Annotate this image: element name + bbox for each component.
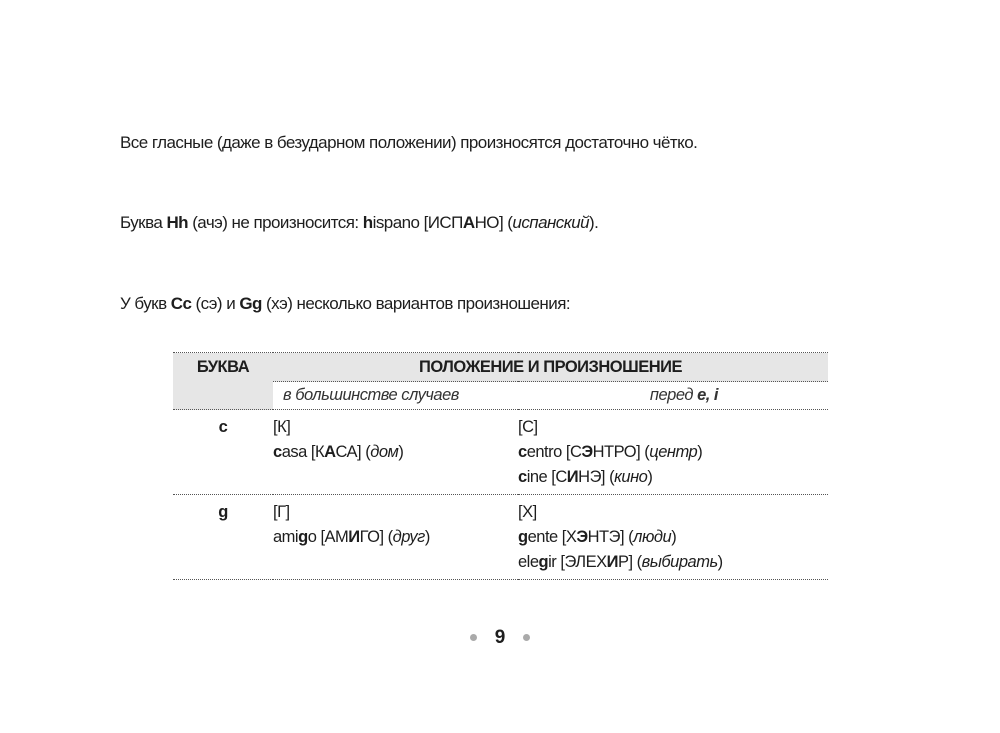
text-segment: ) bbox=[697, 443, 703, 461]
table-row-c bbox=[173, 410, 828, 495]
text-segment: ). bbox=[589, 213, 599, 232]
text-segment: Р] ( bbox=[617, 553, 642, 571]
text-segment: g bbox=[298, 528, 308, 546]
text-segment: кино bbox=[614, 468, 648, 486]
text-segment: НТЭ] ( bbox=[587, 528, 634, 546]
text-segment: ir [ЭЛЕХ bbox=[548, 553, 607, 571]
text-segment: выбирать bbox=[641, 553, 718, 571]
text-segment: центр bbox=[649, 443, 698, 461]
row-most-cases bbox=[273, 495, 518, 580]
row-most-cases bbox=[273, 410, 518, 495]
text-segment: Gg bbox=[239, 294, 262, 313]
text-segment: ) bbox=[671, 528, 677, 546]
text-segment: Э bbox=[576, 528, 588, 546]
example-line bbox=[518, 525, 828, 550]
text-segment: ine [С bbox=[526, 468, 567, 486]
text-segment: Все гласные (даже в безударном положении) произносятся достаточно чётко. bbox=[120, 133, 698, 152]
text-segment: НО] ( bbox=[474, 213, 513, 232]
text-segment: И bbox=[606, 553, 618, 571]
text-segment: (ачэ) не произносится: bbox=[188, 213, 363, 232]
text-segment: c bbox=[518, 443, 527, 461]
text-segment: У букв bbox=[120, 294, 171, 313]
text-segment: e, i bbox=[697, 386, 718, 404]
text-segment: перед bbox=[649, 386, 698, 404]
text-segment: А bbox=[462, 213, 475, 232]
subheader-empty bbox=[173, 382, 273, 410]
table-header-row bbox=[173, 353, 828, 382]
subheader-most-cases: в большинстве случаев bbox=[273, 382, 518, 410]
text-segment: (сэ) и bbox=[191, 294, 240, 313]
example-line bbox=[518, 550, 828, 575]
page-footer bbox=[0, 627, 1000, 649]
paragraph-letters-c-g bbox=[120, 294, 570, 314]
text-segment: [Г] bbox=[273, 503, 290, 521]
text-segment: И bbox=[348, 528, 360, 546]
text-segment: Hh bbox=[166, 213, 189, 232]
text-segment: ami bbox=[273, 528, 299, 546]
text-segment: asa [К bbox=[281, 443, 325, 461]
text-segment: h bbox=[362, 213, 373, 232]
paragraph-vowels bbox=[120, 133, 697, 153]
row-before-e-i bbox=[518, 495, 828, 580]
example-line bbox=[273, 415, 518, 440]
text-segment: НЭ] ( bbox=[578, 468, 615, 486]
text-segment: o [АМ bbox=[307, 528, 349, 546]
text-segment: ispano [ИСП bbox=[372, 213, 463, 232]
example-line bbox=[273, 440, 518, 465]
header-letter: БУКВА bbox=[173, 353, 273, 382]
text-segment: ) bbox=[647, 468, 653, 486]
bullet-dot-left bbox=[470, 634, 477, 641]
text-segment: g bbox=[538, 553, 549, 571]
example-line bbox=[273, 500, 518, 525]
example-line bbox=[273, 525, 518, 550]
text-segment: ele bbox=[518, 553, 539, 571]
text-segment: СА] ( bbox=[335, 443, 371, 461]
text-segment: ) bbox=[424, 528, 430, 546]
example-line bbox=[518, 500, 828, 525]
text-segment: друг bbox=[392, 528, 425, 546]
text-segment: entro [С bbox=[526, 443, 582, 461]
text-segment: ) bbox=[717, 553, 723, 571]
text-segment: Cc bbox=[170, 294, 192, 313]
example-line bbox=[518, 465, 828, 490]
example-line bbox=[518, 415, 828, 440]
pronunciation-table bbox=[173, 352, 828, 580]
text-segment: c bbox=[518, 468, 527, 486]
text-segment: люди bbox=[633, 528, 672, 546]
row-letter: c bbox=[173, 410, 273, 495]
text-segment: И bbox=[566, 468, 579, 486]
text-segment: (хэ) несколько вариантов произношения: bbox=[261, 294, 571, 313]
page-number: 9 bbox=[494, 627, 506, 648]
row-letter: g bbox=[173, 495, 273, 580]
text-segment: ) bbox=[398, 443, 404, 461]
text-segment: А bbox=[324, 443, 336, 461]
text-segment: ente [Х bbox=[527, 528, 577, 546]
text-segment: [Х] bbox=[518, 503, 537, 521]
text-segment: Буква bbox=[120, 213, 167, 232]
bullet-dot-right bbox=[523, 634, 530, 641]
text-segment: [С] bbox=[518, 418, 538, 436]
text-segment: ГО] ( bbox=[359, 528, 393, 546]
text-segment: c bbox=[273, 443, 282, 461]
paragraph-letter-h bbox=[120, 213, 598, 233]
table-row-g bbox=[173, 495, 828, 580]
text-segment: дом bbox=[370, 443, 399, 461]
row-before-e-i bbox=[518, 410, 828, 495]
text-segment: испанский bbox=[512, 213, 590, 232]
text-segment: Э bbox=[581, 443, 593, 461]
text-segment: НТРО] ( bbox=[592, 443, 650, 461]
subheader-before-e-i bbox=[518, 382, 828, 410]
table-subheader-row bbox=[173, 382, 828, 410]
text-segment: g bbox=[518, 528, 528, 546]
header-position: ПОЛОЖЕНИЕ И ПРОИЗНОШЕНИЕ bbox=[273, 353, 828, 382]
text-segment: [К] bbox=[273, 418, 291, 436]
example-line bbox=[518, 440, 828, 465]
